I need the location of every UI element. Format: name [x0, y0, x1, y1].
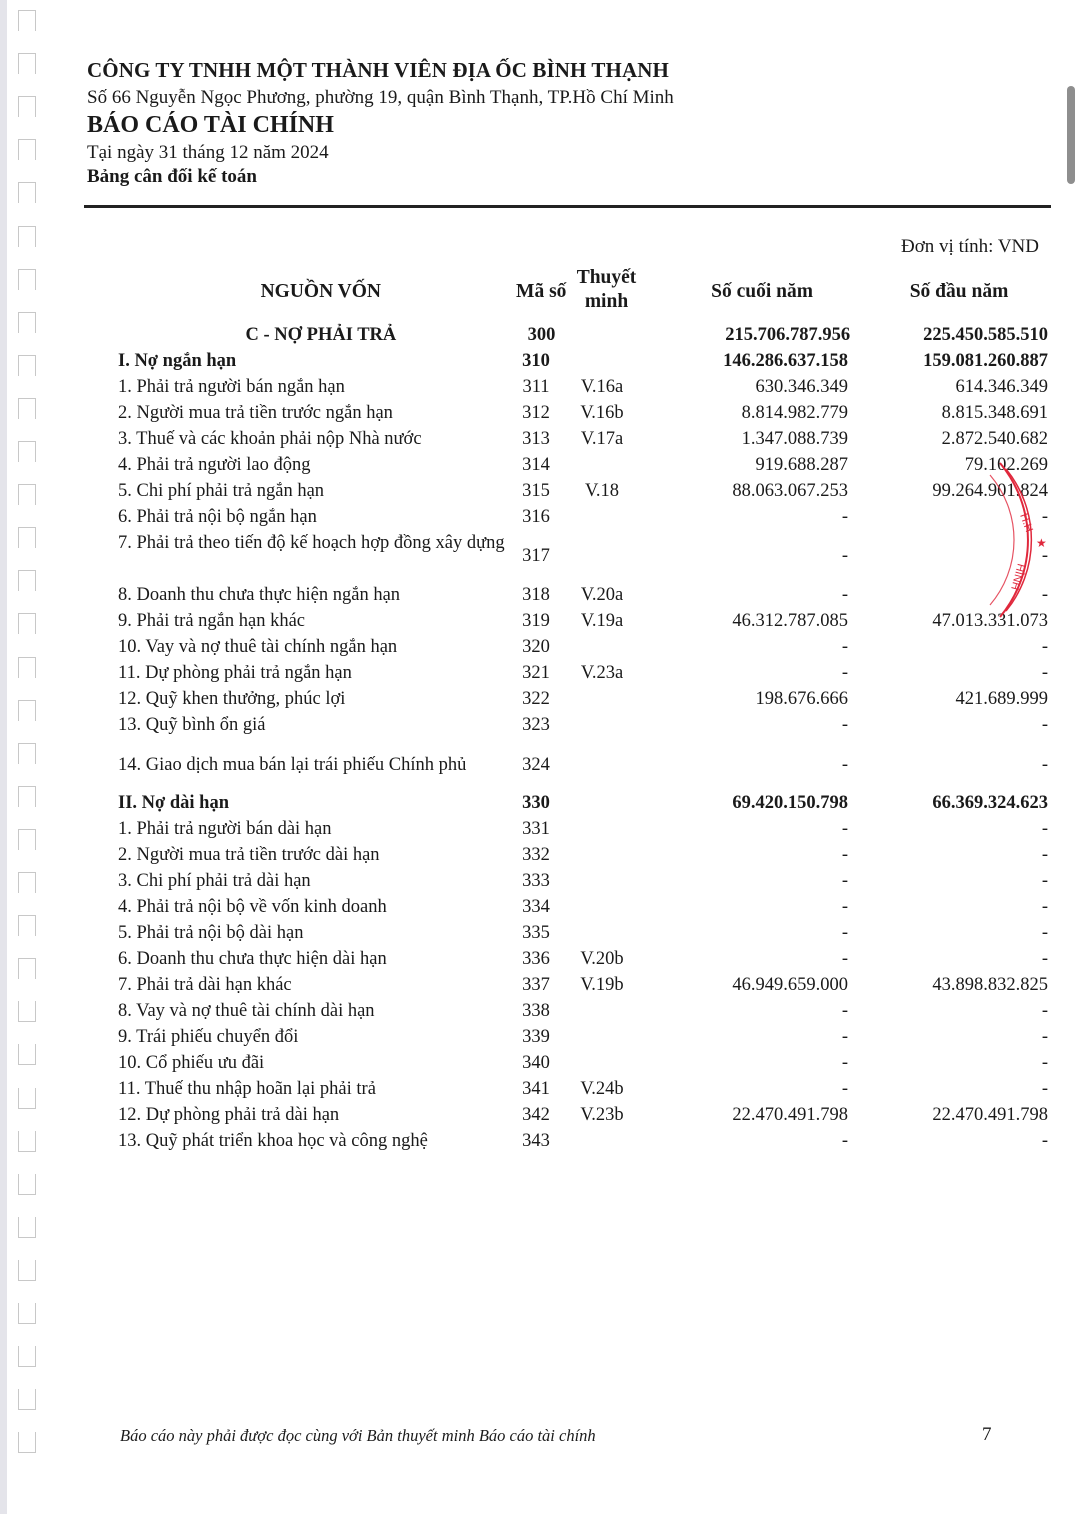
svg-text:HÌNH: HÌNH [1008, 562, 1027, 592]
row-note: V.23b [580, 1105, 624, 1125]
binder-hole [18, 355, 36, 377]
row-begin-value: 99.264.901.824 [932, 481, 1048, 501]
row-begin-value: 225.450.585.510 [923, 325, 1048, 345]
row-name: C - NỢ PHẢI TRẢ [245, 325, 397, 345]
row-end-value: 1.347.088.739 [741, 429, 848, 449]
row-code: 316 [522, 507, 550, 527]
row-end-value: 8.814.982.779 [741, 403, 848, 423]
row-begin-value: - [1041, 819, 1048, 839]
row-begin-value: - [1041, 663, 1048, 683]
table-row [118, 686, 1048, 712]
binder-hole [18, 269, 36, 291]
row-end-value: - [841, 637, 848, 657]
svg-text:H.H: H.H [1017, 511, 1035, 534]
row-code: 343 [522, 1131, 550, 1151]
row-end-value: 630.346.349 [755, 377, 848, 397]
row-name: 8. Vay và nợ thuê tài chính dài hạn [118, 1001, 375, 1021]
row-name: 13. Quỹ bình ổn giá [118, 715, 266, 735]
row-begin-value: - [1041, 897, 1048, 917]
row-end-value: - [841, 507, 848, 527]
table-row [118, 972, 1048, 998]
table-body [118, 322, 1048, 1154]
row-end-value: - [841, 755, 848, 775]
binder-hole [18, 958, 36, 980]
row-code: 336 [522, 949, 550, 969]
row-code: 330 [522, 793, 550, 813]
row-name: 10. Cổ phiếu ưu đãi [118, 1053, 265, 1073]
row-note: V.19a [580, 611, 624, 631]
row-code: 334 [522, 897, 550, 917]
row-name: 6. Phải trả nội bộ ngắn hạn [118, 507, 317, 527]
row-code: 342 [522, 1105, 550, 1125]
row-name: 9. Phải trả ngắn hạn khác [118, 611, 305, 631]
table-row [118, 1024, 1048, 1050]
table-row [118, 348, 1048, 374]
binder-hole [18, 1260, 36, 1282]
table-row [118, 712, 1048, 738]
binder-hole [18, 1001, 36, 1023]
row-begin-value: - [1041, 546, 1048, 566]
row-name: 14. Giao dịch mua bán lại trái phiếu Chính phủ [118, 755, 467, 775]
row-code: 339 [522, 1027, 550, 1047]
row-note: V.19b [580, 975, 624, 995]
binder-hole [18, 786, 36, 808]
row-name: 3. Thuế và các khoản phải nộp Nhà nước [118, 429, 422, 449]
row-note: V.16a [580, 377, 624, 397]
row-end-value: - [841, 923, 848, 943]
row-begin-value: - [1041, 871, 1048, 891]
row-name: 4. Phải trả người lao động [118, 455, 311, 475]
row-end-value: - [841, 897, 848, 917]
col-header-name: NGUỒN VỐN [260, 281, 381, 302]
binder-hole [18, 226, 36, 248]
row-end-value: 88.063.067.253 [732, 481, 848, 501]
binder-hole [18, 1131, 36, 1153]
row-code: 340 [522, 1053, 550, 1073]
report-subtitle: Bảng cân đối kế toán [87, 166, 257, 187]
row-code: 319 [522, 611, 550, 631]
row-code: 315 [522, 481, 550, 501]
row-name: 9. Trái phiếu chuyển đổi [118, 1027, 299, 1047]
row-begin-value: - [1041, 1131, 1048, 1151]
row-end-value: - [841, 715, 848, 735]
binder-hole [18, 1346, 36, 1368]
row-begin-value: 47.013.331.073 [932, 611, 1048, 631]
table-row [118, 374, 1048, 400]
row-end-value: 215.706.787.956 [725, 325, 851, 345]
binder-hole [18, 96, 36, 118]
row-code: 300 [527, 325, 556, 345]
row-name: I. Nợ ngắn hạn [118, 351, 237, 371]
binder-hole [18, 1088, 36, 1110]
binder-hole [18, 915, 36, 937]
row-code: 311 [522, 377, 550, 397]
table-row [118, 790, 1048, 816]
row-name: 3. Chi phí phải trả dài hạn [118, 871, 311, 891]
binder-hole [18, 1217, 36, 1239]
row-begin-value: - [1041, 1001, 1048, 1021]
row-note: V.24b [580, 1079, 624, 1099]
table-row [118, 1076, 1048, 1102]
binder-hole [18, 1174, 36, 1196]
row-begin-value: - [1041, 715, 1048, 735]
company-address: Số 66 Nguyễn Ngọc Phương, phường 19, quận Bình Thạnh, TP.Hồ Chí Minh [87, 87, 674, 108]
row-name: 1. Phải trả người bán dài hạn [118, 819, 332, 839]
table-header [118, 262, 1048, 322]
row-name: 5. Phải trả nội bộ dài hạn [118, 923, 304, 943]
col-header-note [569, 262, 644, 314]
row-name: 12. Quỹ khen thưởng, phúc lợi [118, 689, 346, 709]
binder-hole [18, 1044, 36, 1066]
row-begin-value: 614.346.349 [955, 377, 1048, 397]
row-end-value: - [841, 845, 848, 865]
row-begin-value: 8.815.348.691 [941, 403, 1048, 423]
row-code: 331 [522, 819, 550, 839]
row-code: 332 [522, 845, 550, 865]
row-begin-value: 421.689.999 [955, 689, 1048, 709]
binder-hole [18, 312, 36, 334]
table-row [118, 894, 1048, 920]
company-name: CÔNG TY TNHH MỘT THÀNH VIÊN ĐỊA ỐC BÌNH THẠNH [87, 58, 669, 82]
row-note: V.17a [580, 429, 624, 449]
row-code: 314 [522, 455, 550, 475]
row-note: V.16b [580, 403, 624, 423]
report-title: BÁO CÁO TÀI CHÍNH [87, 112, 334, 138]
row-end-value: 46.312.787.085 [732, 611, 848, 631]
row-begin-value: - [1041, 949, 1048, 969]
row-begin-value: - [1041, 507, 1048, 527]
binder-hole [18, 53, 36, 75]
row-name: 7. Phải trả dài hạn khác [118, 975, 292, 995]
binder-hole [18, 570, 36, 592]
col-header-end: Số cuối năm [711, 281, 813, 302]
row-name: 5. Chi phí phải trả ngắn hạn [118, 481, 325, 501]
row-begin-value: - [1041, 637, 1048, 657]
row-name: 12. Dự phòng phải trả dài hạn [118, 1105, 340, 1125]
row-begin-value: 22.470.491.798 [932, 1105, 1048, 1125]
table-row [118, 920, 1048, 946]
table-row [118, 426, 1048, 452]
row-name: 6. Doanh thu chưa thực hiện dài hạn [118, 949, 387, 969]
document-header [87, 58, 674, 188]
row-end-value: - [841, 663, 848, 683]
row-end-value: - [841, 1001, 848, 1021]
row-begin-value: - [1041, 923, 1048, 943]
row-code: 338 [522, 1001, 550, 1021]
row-end-value: - [841, 1131, 848, 1151]
binder-hole [18, 700, 36, 722]
row-end-value: - [841, 1027, 848, 1047]
binder-hole [18, 527, 36, 549]
binder-hole [18, 398, 36, 420]
row-end-value: 146.286.637.158 [723, 351, 848, 371]
binder-hole [18, 484, 36, 506]
row-code: 323 [522, 715, 550, 735]
row-end-value: - [841, 585, 848, 605]
col-header-begin: Số đầu năm [909, 281, 1009, 302]
table-row [118, 1050, 1048, 1076]
table-row [118, 582, 1048, 608]
row-name: 11. Dự phòng phải trả ngắn hạn [118, 663, 352, 683]
row-begin-value: - [1041, 1079, 1048, 1099]
row-begin-value: 43.898.832.825 [932, 975, 1048, 995]
row-end-value: - [841, 871, 848, 891]
binder-hole [18, 1303, 36, 1325]
binder-hole [18, 872, 36, 894]
row-name: 1. Phải trả người bán ngắn hạn [118, 377, 345, 397]
row-name: 11. Thuế thu nhập hoãn lại phải trả [118, 1079, 376, 1099]
footer-note: Báo cáo này phải được đọc cùng với Bản thuyết minh Báo cáo tài chính [120, 1426, 596, 1445]
binder-hole [18, 613, 36, 635]
row-name: 2. Người mua trả tiền trước ngắn hạn [118, 403, 393, 423]
row-code: 321 [522, 663, 550, 683]
viewer-left-edge [0, 0, 7, 1514]
table-row [118, 752, 1048, 778]
row-name: 2. Người mua trả tiền trước dài hạn [118, 845, 380, 865]
row-name: 13. Quỹ phát triển khoa học và công nghệ [118, 1131, 428, 1151]
row-end-value: - [841, 1053, 848, 1073]
table-row [118, 660, 1048, 686]
table-row [118, 530, 1048, 582]
row-end-value: - [841, 819, 848, 839]
table-row [118, 1128, 1048, 1154]
binder-hole [18, 182, 36, 204]
row-begin-value: 79.102.269 [964, 455, 1048, 475]
row-code: 337 [522, 975, 550, 995]
row-code: 320 [522, 637, 550, 657]
header-divider [84, 205, 1051, 208]
row-code: 313 [522, 429, 550, 449]
row-name: 7. Phải trả theo tiến độ kế hoạch hợp đồng xây dựng [118, 533, 505, 553]
row-begin-value: - [1041, 1053, 1048, 1073]
row-begin-value: - [1041, 585, 1048, 605]
row-begin-value: - [1041, 755, 1048, 775]
row-name: 10. Vay và nợ thuê tài chính ngắn hạn [118, 637, 398, 657]
table-row [118, 868, 1048, 894]
table-row [118, 634, 1048, 660]
table-row [118, 842, 1048, 868]
row-code: 322 [522, 689, 550, 709]
row-code: 333 [522, 871, 550, 891]
row-code: 324 [522, 755, 550, 775]
row-end-value: 919.688.287 [755, 455, 848, 475]
table-row [118, 322, 1048, 348]
binder-hole [18, 743, 36, 765]
table-row [118, 400, 1048, 426]
binder-hole [18, 10, 36, 32]
binder-hole [18, 657, 36, 679]
col-header-code: Mã số [516, 281, 567, 302]
scrollbar-thumb[interactable] [1067, 86, 1075, 184]
row-begin-value: 2.872.540.682 [941, 429, 1048, 449]
row-begin-value: - [1041, 1027, 1048, 1047]
row-note: V.18 [584, 481, 620, 501]
row-end-value: 22.470.491.798 [732, 1105, 848, 1125]
currency-unit: Đơn vị tính: VND [901, 236, 1039, 257]
table-row [118, 946, 1048, 972]
table-row [118, 1102, 1048, 1128]
table-row [118, 452, 1048, 478]
binder-hole [18, 1432, 36, 1454]
report-date: Tại ngày 31 tháng 12 năm 2024 [87, 142, 329, 163]
col-header-note-line1: Thuyết [576, 267, 637, 288]
binder-hole [18, 1389, 36, 1411]
row-name: 4. Phải trả nội bộ về vốn kinh doanh [118, 897, 387, 917]
row-begin-value: - [1041, 845, 1048, 865]
row-end-value: - [841, 1079, 848, 1099]
row-code: 335 [522, 923, 550, 943]
col-header-note-line2: minh [584, 291, 629, 312]
row-code: 312 [522, 403, 550, 423]
row-end-value: 69.420.150.798 [732, 793, 848, 813]
row-note: V.23a [580, 663, 624, 683]
row-end-value: - [841, 546, 848, 566]
table-row [118, 478, 1048, 504]
table-row [118, 998, 1048, 1024]
binder-hole [18, 139, 36, 161]
page-number: 7 [982, 1424, 992, 1445]
row-code: 318 [522, 585, 550, 605]
row-code: 317 [522, 546, 550, 566]
row-end-value: 46.949.659.000 [732, 975, 848, 995]
row-code: 341 [522, 1079, 550, 1099]
row-note: V.20b [580, 949, 624, 969]
row-name: 8. Doanh thu chưa thực hiện ngắn hạn [118, 585, 401, 605]
row-begin-value: 159.081.260.887 [923, 351, 1048, 371]
row-name: II. Nợ dài hạn [118, 793, 230, 813]
table-row [118, 504, 1048, 530]
table-row [118, 816, 1048, 842]
row-code: 310 [522, 351, 550, 371]
table-row [118, 608, 1048, 634]
binder-hole [18, 441, 36, 463]
row-end-value: - [841, 949, 848, 969]
row-note: V.20a [580, 585, 624, 605]
row-end-value: 198.676.666 [755, 689, 848, 709]
balance-sheet-table [118, 262, 1048, 1154]
binder-hole [18, 829, 36, 851]
row-begin-value: 66.369.324.623 [932, 793, 1048, 813]
svg-text:★: ★ [1036, 536, 1047, 550]
